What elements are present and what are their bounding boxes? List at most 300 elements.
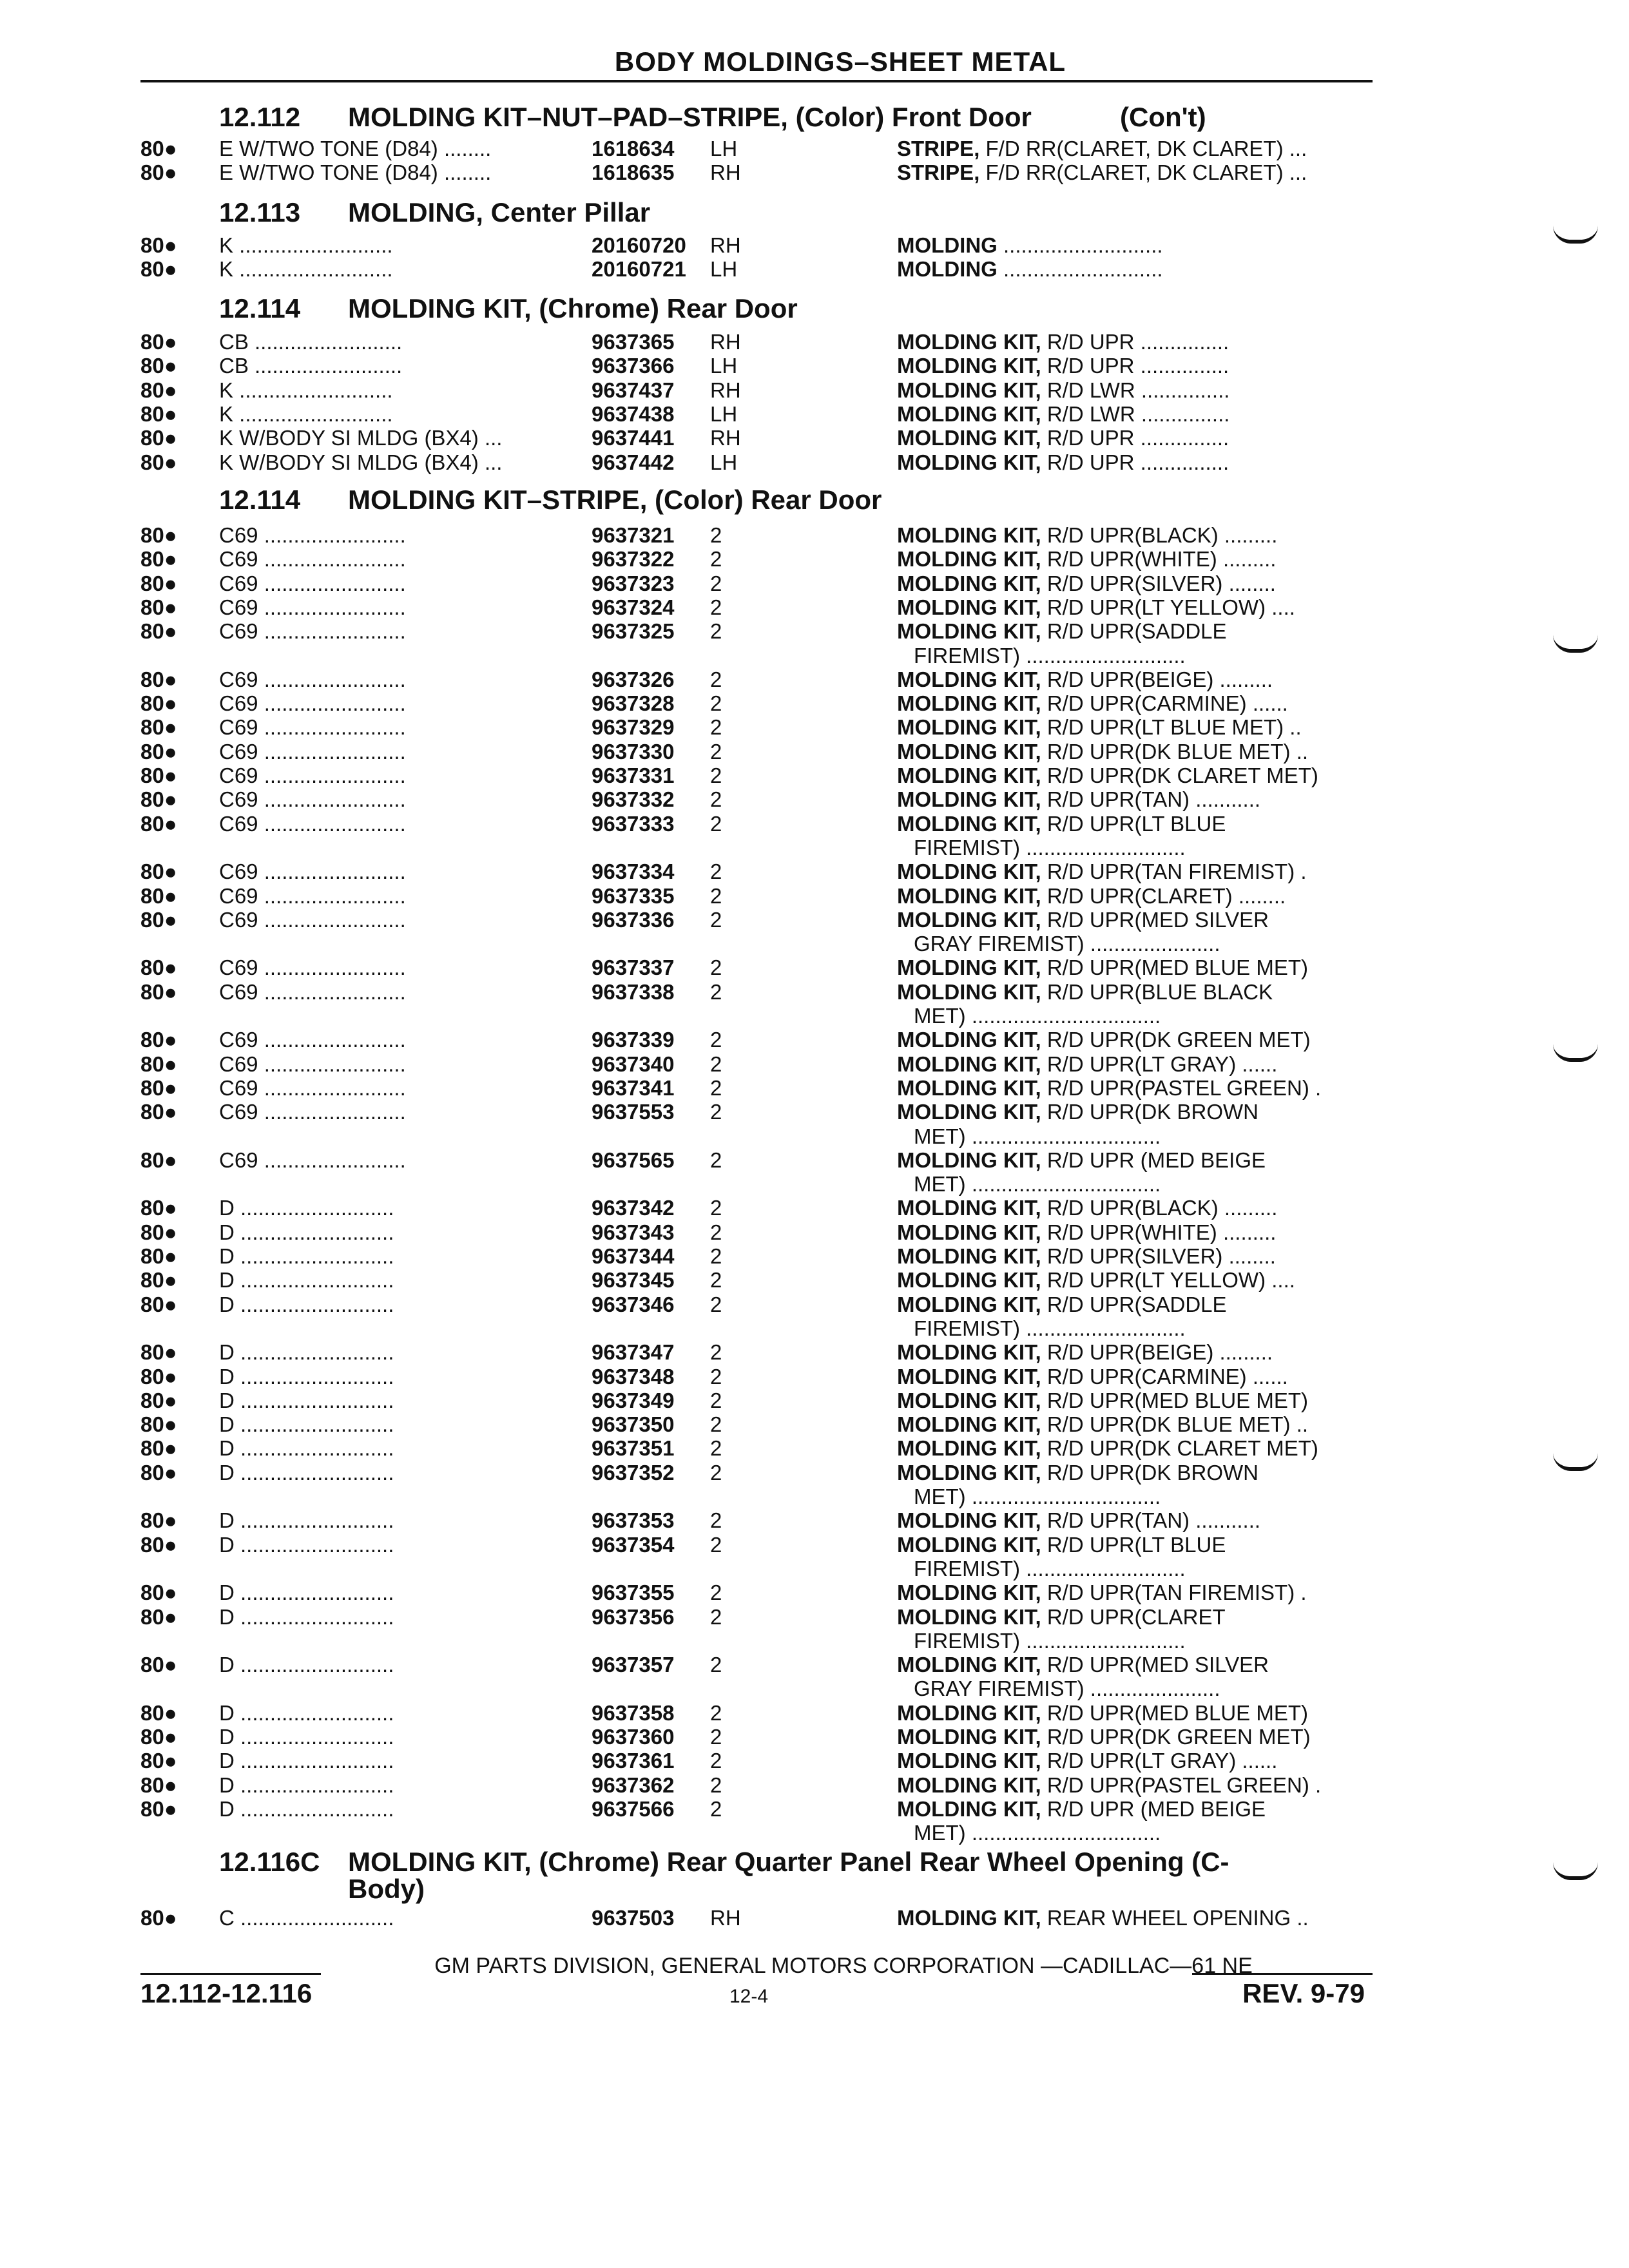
part-number: 9637358 <box>592 1700 675 1725</box>
part-description-name: MOLDING KIT, <box>897 330 1041 354</box>
part-description <box>897 572 1367 595</box>
body-code: E W/TWO TONE (D84) ........ <box>219 137 492 160</box>
model-year: 80● <box>140 233 177 257</box>
part-description-name: MOLDING KIT, <box>897 547 1041 572</box>
side-or-qty: 2 <box>710 1388 722 1412</box>
part-description <box>897 1508 1367 1532</box>
model-year: 80● <box>140 354 177 378</box>
part-number: 9637331 <box>592 764 675 787</box>
part-description-detail: R/D UPR(CARMINE) ...... <box>1041 1364 1288 1389</box>
table-row <box>0 1461 1629 1485</box>
part-number: 9637347 <box>592 1340 675 1365</box>
section-title-continued: Body) <box>348 1874 425 1904</box>
part-description <box>897 426 1367 450</box>
part-description-name: MOLDING KIT, <box>897 595 1041 619</box>
part-number: 1618635 <box>592 160 675 185</box>
part-description <box>897 450 1367 474</box>
part-description-name: STRIPE, <box>897 137 980 160</box>
part-description-detail: R/D UPR(TAN FIREMIST) . <box>1041 860 1307 884</box>
model-year: 80● <box>140 979 177 1004</box>
body-code: D .......................... <box>219 1725 394 1749</box>
side-or-qty: 2 <box>710 1292 722 1316</box>
table-row <box>0 1412 1629 1436</box>
model-year: 80● <box>140 1148 177 1172</box>
model-year: 80● <box>140 450 177 474</box>
part-number: 9637342 <box>592 1196 675 1220</box>
table-row <box>0 980 1629 1004</box>
model-year: 80● <box>140 1075 177 1100</box>
part-description <box>897 1028 1367 1052</box>
body-code: C69 ........................ <box>219 907 406 932</box>
part-description-detail: R/D UPR(SILVER) ........ <box>1041 1244 1276 1268</box>
part-description <box>897 1773 1367 1797</box>
part-description <box>897 547 1367 571</box>
footer-page-number: 12-4 <box>729 1986 769 2007</box>
table-row <box>0 1148 1629 1172</box>
side-or-qty: 2 <box>710 1340 722 1365</box>
model-year: 80● <box>140 401 177 426</box>
part-description-name: MOLDING KIT, <box>897 979 1041 1004</box>
part-number: 9637321 <box>592 523 675 547</box>
side-or-qty: 2 <box>710 1581 722 1605</box>
part-description-detail: R/D UPR(CARMINE) ...... <box>1041 691 1288 716</box>
model-year: 80● <box>140 860 177 884</box>
body-code: D .......................... <box>219 1268 394 1293</box>
part-description-continued: MET) ................................ <box>914 1004 1161 1028</box>
table-row <box>0 1533 1629 1557</box>
part-description <box>897 402 1367 426</box>
part-number: 9637338 <box>592 979 675 1004</box>
part-number: 9637352 <box>592 1460 675 1485</box>
part-description-detail: R/D UPR(BLACK) ......... <box>1041 1196 1278 1220</box>
part-description <box>897 1389 1367 1412</box>
part-description-continued: GRAY FIREMIST) ...................... <box>914 932 1220 956</box>
table-row <box>0 160 1629 184</box>
table-row <box>0 884 1629 908</box>
part-description-name: MOLDING KIT, <box>897 1460 1041 1485</box>
part-description-detail: R/D UPR ............... <box>1041 426 1229 450</box>
model-year: 80● <box>140 691 177 716</box>
table-row <box>0 1389 1629 1412</box>
part-description-detail: R/D UPR(LT YELLOW) .... <box>1041 595 1295 619</box>
part-description-detail: R/D UPR(SADDLE <box>1041 619 1227 644</box>
body-code: C69 ........................ <box>219 1028 406 1052</box>
table-row <box>0 450 1629 474</box>
part-description-name: MOLDING KIT, <box>897 787 1041 812</box>
table-row <box>0 860 1629 883</box>
body-code: C69 ........................ <box>219 715 406 740</box>
part-number: 9637333 <box>592 811 675 836</box>
section-title: MOLDING KIT–NUT–PAD–STRIPE, (Color) Front Door <box>348 102 1032 132</box>
model-year: 80● <box>140 1700 177 1725</box>
table-row <box>0 1052 1629 1076</box>
side-or-qty: 2 <box>710 811 722 836</box>
model-year: 80● <box>140 787 177 812</box>
part-description-detail: R/D UPR(TAN) ........... <box>1041 787 1261 812</box>
part-number: 9637365 <box>592 330 675 354</box>
body-code: C69 ........................ <box>219 811 406 836</box>
part-description-detail: R/D UPR(LT BLUE <box>1041 1532 1226 1557</box>
part-description-name: MOLDING KIT, <box>897 523 1041 547</box>
section-title: MOLDING, Center Pillar <box>348 197 651 227</box>
part-description <box>897 956 1367 979</box>
model-year: 80● <box>140 1244 177 1268</box>
model-year: 80● <box>140 1532 177 1557</box>
part-description-detail: R/D UPR (MED BEIGE <box>1041 1148 1266 1172</box>
side-or-qty: 2 <box>710 1532 722 1557</box>
part-description <box>897 523 1367 547</box>
part-description-name: MOLDING KIT, <box>897 907 1041 932</box>
footer-section-range: 12.112-12.116 <box>140 1978 313 2008</box>
part-description-name: MOLDING KIT, <box>897 401 1041 426</box>
body-code: D .......................... <box>219 1581 394 1605</box>
part-description-detail: R/D UPR(TAN) ........... <box>1041 1508 1261 1533</box>
part-number: 9637348 <box>592 1364 675 1389</box>
side-or-qty: 2 <box>710 1653 722 1677</box>
body-code: D .......................... <box>219 1460 394 1485</box>
table-row <box>0 619 1629 643</box>
side-or-qty: 2 <box>710 619 722 644</box>
part-description-name: MOLDING KIT, <box>897 883 1041 908</box>
part-description-name: MOLDING KIT, <box>897 811 1041 836</box>
section-number: 12.113 <box>219 197 301 227</box>
side-or-qty: 2 <box>710 1412 722 1437</box>
part-description <box>897 1148 1367 1172</box>
part-description <box>897 1100 1367 1124</box>
part-description-name: MOLDING KIT, <box>897 1075 1041 1100</box>
side-or-qty: RH <box>710 160 741 185</box>
body-code: C69 ........................ <box>219 523 406 547</box>
table-row <box>0 1701 1629 1725</box>
body-code: CB ......................... <box>219 354 403 378</box>
table-row <box>0 1653 1629 1677</box>
body-code: C69 ........................ <box>219 956 406 980</box>
part-description-continued: FIREMIST) ........................... <box>914 1556 1186 1581</box>
part-description-name: MOLDING KIT, <box>897 1773 1041 1797</box>
side-or-qty: RH <box>710 1906 741 1930</box>
side-or-qty: 2 <box>710 956 722 980</box>
part-description <box>897 1749 1367 1773</box>
part-description <box>897 1412 1367 1436</box>
part-description-detail: R/D UPR(MED BLUE MET) <box>1041 956 1309 980</box>
part-number: 9637344 <box>592 1244 675 1268</box>
part-description <box>897 1605 1367 1629</box>
part-description-detail: F/D RR(CLARET, DK CLARET) ... <box>979 160 1307 185</box>
body-code: K W/BODY SI MLDG (BX4) ... <box>219 450 503 474</box>
part-description <box>897 1461 1367 1485</box>
body-code: D .......................... <box>219 1292 394 1316</box>
table-row <box>0 1076 1629 1100</box>
part-number: 1618634 <box>592 137 675 160</box>
part-description-detail: R/D UPR(DK BLUE MET) .. <box>1041 1412 1309 1437</box>
part-description-detail: R/D UPR(DK GREEN MET) <box>1041 1028 1311 1052</box>
part-description-name: MOLDING KIT, <box>897 1796 1041 1821</box>
table-row <box>0 1773 1629 1797</box>
part-number: 9637328 <box>592 691 675 716</box>
part-description <box>897 1244 1367 1268</box>
side-or-qty: 2 <box>710 1268 722 1293</box>
side-or-qty: 2 <box>710 787 722 812</box>
part-description <box>897 908 1367 932</box>
part-description-name: MOLDING KIT, <box>897 1412 1041 1437</box>
part-description-name: MOLDING KIT, <box>897 715 1041 740</box>
model-year: 80● <box>140 571 177 595</box>
table-row <box>0 1268 1629 1292</box>
table-row <box>0 1581 1629 1604</box>
model-year: 80● <box>140 1292 177 1316</box>
part-description-detail: R/D UPR(BLUE BLACK <box>1041 979 1273 1004</box>
part-description <box>897 812 1367 836</box>
model-year: 80● <box>140 137 177 160</box>
part-description-detail: R/D UPR(PASTEL GREEN) . <box>1041 1773 1322 1797</box>
side-or-qty: 2 <box>710 595 722 619</box>
part-description <box>897 233 1367 257</box>
body-code: C69 ........................ <box>219 1148 406 1172</box>
part-description-continued: FIREMIST) ........................... <box>914 1316 1186 1340</box>
model-year: 80● <box>140 523 177 547</box>
part-description <box>897 160 1367 184</box>
part-description <box>897 1701 1367 1725</box>
part-description <box>897 378 1367 402</box>
part-description-name: MOLDING KIT, <box>897 1581 1041 1605</box>
side-or-qty: 2 <box>710 1725 722 1749</box>
model-year: 80● <box>140 595 177 619</box>
part-description <box>897 715 1367 739</box>
body-code: C69 ........................ <box>219 979 406 1004</box>
body-code: C69 ........................ <box>219 860 406 884</box>
part-number: 9637357 <box>592 1653 675 1677</box>
part-description <box>897 1293 1367 1316</box>
part-description-detail: R/D UPR(WHITE) ......... <box>1041 547 1277 572</box>
body-code: C69 ........................ <box>219 691 406 716</box>
side-or-qty: 2 <box>710 1508 722 1533</box>
section-title: MOLDING KIT–STRIPE, (Color) Rear Door <box>348 485 882 515</box>
side-or-qty: 2 <box>710 571 722 595</box>
part-description-continued: FIREMIST) ........................... <box>914 1628 1186 1653</box>
part-description-name: MOLDING KIT, <box>897 1028 1041 1052</box>
table-row <box>0 523 1629 547</box>
model-year: 80● <box>140 378 177 402</box>
part-description-name: MOLDING <box>897 233 998 257</box>
part-description-name: MOLDING KIT, <box>897 1532 1041 1557</box>
body-code: C69 ........................ <box>219 667 406 691</box>
model-year: 80● <box>140 1052 177 1076</box>
side-or-qty: LH <box>710 137 738 160</box>
part-description <box>897 1365 1367 1389</box>
side-or-qty: LH <box>710 401 738 426</box>
table-row <box>0 691 1629 715</box>
body-code: E W/TWO TONE (D84) ........ <box>219 160 492 185</box>
model-year: 80● <box>140 1653 177 1677</box>
model-year: 80● <box>140 1906 177 1930</box>
table-row <box>0 137 1629 160</box>
table-row <box>0 908 1629 932</box>
body-code: C69 ........................ <box>219 1100 406 1124</box>
part-description-continued: FIREMIST) ........................... <box>914 835 1186 860</box>
side-or-qty: 2 <box>710 1364 722 1389</box>
section-continued: (Con't) <box>1120 102 1206 132</box>
body-code: D .......................... <box>219 1244 394 1268</box>
model-year: 80● <box>140 1412 177 1437</box>
part-description-continued: MET) ................................ <box>914 1821 1161 1845</box>
model-year: 80● <box>140 1340 177 1365</box>
part-description-name: MOLDING KIT, <box>897 1725 1041 1749</box>
part-number: 9637339 <box>592 1028 675 1052</box>
part-number: 9637566 <box>592 1796 675 1821</box>
body-code: D .......................... <box>219 1532 394 1557</box>
part-description-name: MOLDING KIT, <box>897 450 1041 474</box>
table-row <box>0 1436 1629 1460</box>
part-number: 9637438 <box>592 401 675 426</box>
part-description-detail: R/D UPR(DK BROWN <box>1041 1460 1258 1485</box>
part-description-detail: R/D UPR(DK BROWN <box>1041 1100 1258 1124</box>
part-description-name: MOLDING KIT, <box>897 956 1041 980</box>
part-description-name: MOLDING KIT, <box>897 1700 1041 1725</box>
part-description-name: MOLDING KIT, <box>897 426 1041 450</box>
table-row <box>0 233 1629 257</box>
body-code: D .......................... <box>219 1653 394 1677</box>
model-year: 80● <box>140 883 177 908</box>
side-or-qty: 2 <box>710 667 722 691</box>
table-row <box>0 715 1629 739</box>
side-or-qty: LH <box>710 354 738 378</box>
model-year: 80● <box>140 1508 177 1533</box>
table-row <box>0 1100 1629 1124</box>
body-code: D .......................... <box>219 1412 394 1437</box>
section-heading <box>219 293 798 324</box>
part-description-name: MOLDING KIT, <box>897 1604 1041 1629</box>
part-description-detail: R/D UPR(LT GRAY) ...... <box>1041 1749 1278 1773</box>
body-code: D .......................... <box>219 1388 394 1412</box>
part-description-name: MOLDING KIT, <box>897 354 1041 378</box>
section-title: MOLDING KIT, (Chrome) Rear Door <box>348 293 798 323</box>
body-code: D .......................... <box>219 1436 394 1461</box>
body-code: D .......................... <box>219 1700 394 1725</box>
side-or-qty: 2 <box>710 1796 722 1821</box>
part-description <box>897 595 1367 619</box>
part-description-detail: REAR WHEEL OPENING .. <box>1041 1906 1309 1930</box>
part-description <box>897 137 1367 160</box>
part-number: 9637360 <box>592 1725 675 1749</box>
part-description-name: MOLDING KIT, <box>897 1388 1041 1412</box>
part-number: 9637565 <box>592 1148 675 1172</box>
part-description <box>897 1436 1367 1460</box>
model-year: 80● <box>140 811 177 836</box>
model-year: 80● <box>140 1364 177 1389</box>
model-year: 80● <box>140 1725 177 1749</box>
side-or-qty: 2 <box>710 691 722 716</box>
part-description-name: MOLDING KIT, <box>897 1244 1041 1268</box>
body-code: K .......................... <box>219 401 393 426</box>
part-description-name: MOLDING KIT, <box>897 1292 1041 1316</box>
part-description-detail: ........................... <box>997 257 1163 282</box>
part-number: 9637336 <box>592 907 675 932</box>
part-number: 9637350 <box>592 1412 675 1437</box>
side-or-qty: 2 <box>710 883 722 908</box>
part-description <box>897 257 1367 281</box>
part-description <box>897 330 1367 354</box>
body-code: D .......................... <box>219 1220 394 1244</box>
table-row <box>0 354 1629 378</box>
part-description-detail: F/D RR(CLARET, DK CLARET) ... <box>979 137 1307 160</box>
model-year: 80● <box>140 1388 177 1412</box>
part-description-name: MOLDING KIT, <box>897 1653 1041 1677</box>
model-year: 80● <box>140 1220 177 1244</box>
table-row <box>0 330 1629 354</box>
model-year: 80● <box>140 1268 177 1293</box>
side-or-qty: 2 <box>710 715 722 740</box>
part-description-name: MOLDING KIT, <box>897 764 1041 787</box>
table-row <box>0 1220 1629 1244</box>
part-description-detail: R/D UPR(DK BLUE MET) .. <box>1041 739 1309 764</box>
table-row <box>0 1196 1629 1220</box>
part-number: 9637332 <box>592 787 675 812</box>
body-code: D .......................... <box>219 1196 394 1220</box>
part-number: 9637361 <box>592 1749 675 1773</box>
table-row <box>0 1365 1629 1389</box>
part-description-name: MOLDING KIT, <box>897 1749 1041 1773</box>
side-or-qty: 2 <box>710 1460 722 1485</box>
part-description-detail: R/D UPR (MED BEIGE <box>1041 1796 1266 1821</box>
part-description-detail: R/D UPR(LT GRAY) ...... <box>1041 1052 1278 1076</box>
table-row <box>0 1749 1629 1773</box>
part-number: 9637345 <box>592 1268 675 1293</box>
table-row <box>0 1293 1629 1316</box>
model-year: 80● <box>140 1581 177 1605</box>
part-description <box>897 787 1367 811</box>
part-number: 9637351 <box>592 1436 675 1461</box>
table-row <box>0 1340 1629 1364</box>
part-number: 20160720 <box>592 233 686 257</box>
side-or-qty: 2 <box>710 1700 722 1725</box>
body-code: D .......................... <box>219 1364 394 1389</box>
part-description-name: MOLDING KIT, <box>897 1906 1041 1930</box>
model-year: 80● <box>140 1604 177 1629</box>
side-or-qty: 2 <box>710 739 722 764</box>
body-code: D .......................... <box>219 1773 394 1797</box>
part-description-detail: R/D UPR ............... <box>1041 450 1229 474</box>
model-year: 80● <box>140 330 177 354</box>
side-or-qty: RH <box>710 330 741 354</box>
part-description <box>897 691 1367 715</box>
table-row <box>0 787 1629 811</box>
part-number: 9637362 <box>592 1773 675 1797</box>
table-row <box>0 1508 1629 1532</box>
part-description-detail: R/D UPR(SADDLE <box>1041 1292 1227 1316</box>
part-description-name: MOLDING KIT, <box>897 619 1041 644</box>
table-row <box>0 402 1629 426</box>
part-description <box>897 354 1367 378</box>
part-description <box>897 1906 1367 1930</box>
side-or-qty: 2 <box>710 1749 722 1773</box>
part-number: 9637356 <box>592 1604 675 1629</box>
part-description <box>897 1581 1367 1604</box>
part-number: 9637353 <box>592 1508 675 1533</box>
side-or-qty: 2 <box>710 1220 722 1244</box>
body-code: D .......................... <box>219 1508 394 1533</box>
side-or-qty: 2 <box>710 1436 722 1461</box>
part-description-detail: R/D UPR(DK CLARET MET) <box>1041 1436 1318 1461</box>
part-number: 9637366 <box>592 354 675 378</box>
side-or-qty: 2 <box>710 547 722 572</box>
part-description <box>897 980 1367 1004</box>
binder-mark <box>1553 1862 1598 1880</box>
part-number: 9637346 <box>592 1292 675 1316</box>
table-row <box>0 595 1629 619</box>
side-or-qty: 2 <box>710 1028 722 1052</box>
part-description-name: MOLDING KIT, <box>897 1196 1041 1220</box>
part-description-name: MOLDING KIT, <box>897 1052 1041 1076</box>
